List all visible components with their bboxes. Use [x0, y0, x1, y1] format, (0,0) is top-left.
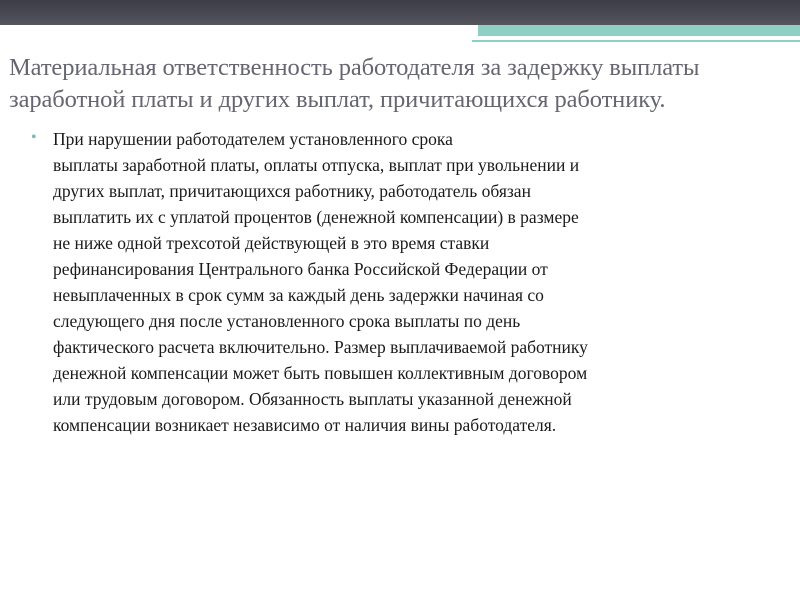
body-line: выплатить их с уплатой процентов (денежной компенсации) в размере [53, 207, 579, 227]
title-line-2: заработной платы и других выплат, причитающихся работнику. [9, 86, 666, 113]
accent-strip [478, 25, 800, 36]
slide-title [9, 52, 789, 116]
body-line: не ниже одной трехсотой действующей в это время ставки [53, 233, 490, 253]
body-line: фактического расчета включительно. Размер выплачиваемой работнику [53, 337, 588, 357]
body-line: выплаты заработной платы, оплаты отпуска, выплат при увольнении и [53, 155, 580, 175]
body-line: или трудовым договором. Обязанность выплаты указанной денежной [53, 389, 572, 409]
bullet-icon: • [31, 129, 37, 146]
top-bar [0, 0, 800, 25]
accent-line [472, 40, 800, 42]
body-line: компенсации возникает независимо от наличия вины работодателя. [53, 415, 557, 435]
bullet-item [33, 126, 753, 438]
title-line-1: Материальная ответственность работодателя за задержку выплаты [9, 54, 700, 81]
body-line: следующего дня после установленного срока выплаты по день [53, 311, 521, 331]
body-line: других выплат, причитающихся работнику, работодатель обязан [53, 181, 531, 201]
body-line: рефинансирования Центрального банка Российской Федерации от [53, 259, 548, 279]
body-line: При нарушении работодателем установленного срока [53, 129, 453, 149]
body-text [53, 126, 753, 438]
body-line: денежной компенсации может быть повышен коллективным договором [53, 363, 588, 383]
body-line: невыплаченных в срок сумм за каждый день задержки начиная со [53, 285, 544, 305]
